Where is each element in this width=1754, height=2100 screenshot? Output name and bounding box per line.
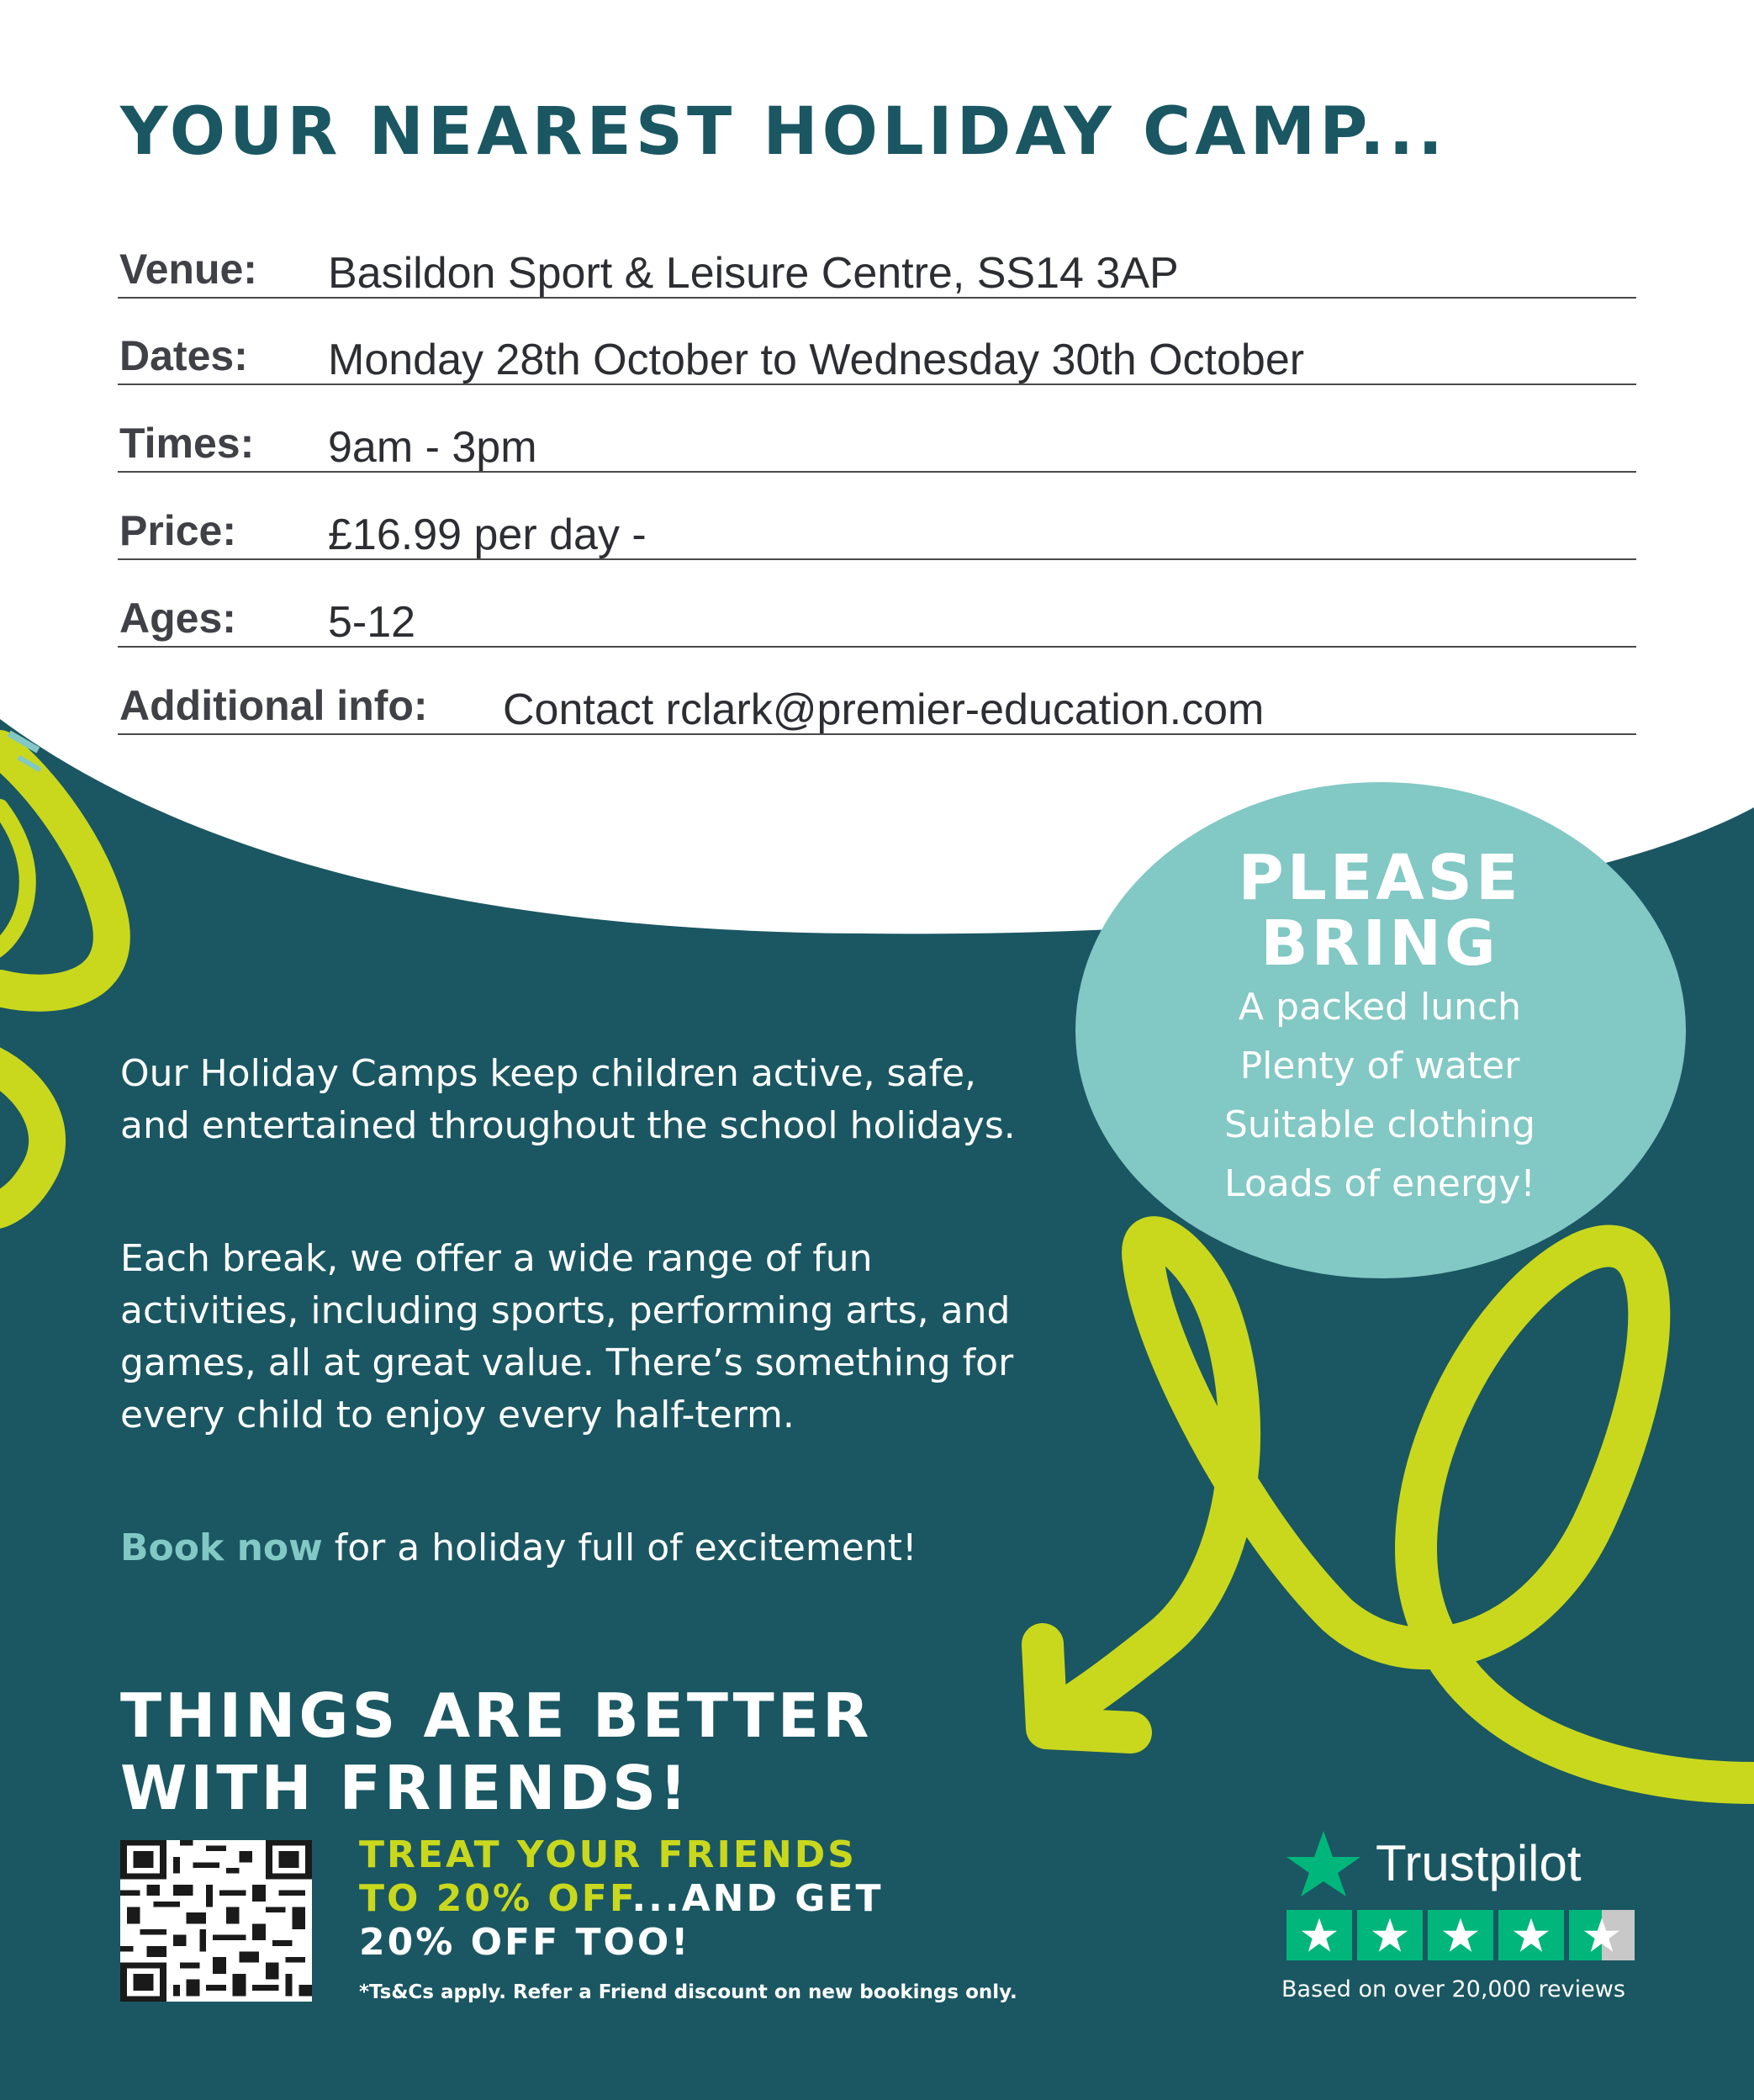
cta-paragraph: [120, 1522, 1045, 1574]
offer-line2-highlight: TO 20% OFF: [359, 1877, 632, 1920]
rating-star-icon: [1286, 1910, 1352, 1960]
friends-title-line2: WITH FRIENDS!: [120, 1753, 690, 1823]
please-bring-list: [1075, 978, 1685, 1214]
dates-label: Dates:: [119, 332, 248, 379]
venue-value: Basildon Sport & Leisure Centre, SS14 3AP: [328, 249, 1179, 298]
times-row: [118, 387, 1636, 473]
rating-star-half-icon: [1569, 1910, 1635, 1960]
please-bring-title-line1: PLEASE: [1238, 842, 1522, 914]
friends-title-line1: THINGS ARE BETTER: [120, 1680, 873, 1751]
list-item: Plenty of water: [1239, 1045, 1520, 1087]
additional-info-label: Additional info:: [119, 682, 428, 729]
terms-text: *Ts&Cs apply. Refer a Friend discount on new bookings only.: [359, 1981, 1017, 2003]
referral-offer: [359, 1833, 883, 1965]
trustpilot-star-icon: [1281, 1829, 1366, 1896]
ages-row: [118, 562, 1636, 648]
list-item: Suitable clothing: [1224, 1103, 1535, 1146]
list-item: Loads of energy!: [1224, 1162, 1535, 1205]
trustpilot-logo[interactable]: [1281, 1829, 1635, 1896]
description-paragraph-1: Our Holiday Camps keep children active, safe, and entertained throughout the school holidays.: [120, 1052, 1016, 1147]
dates-row: [118, 299, 1636, 385]
please-bring-title: [1075, 842, 1685, 980]
rating-star-icon: [1357, 1910, 1423, 1960]
qr-code-icon[interactable]: [120, 1840, 312, 2002]
price-row: [118, 474, 1636, 560]
friends-title: [120, 1679, 872, 1824]
rating-stars: [1286, 1910, 1635, 1960]
contact-email[interactable]: Contact rclark@premier-education.com: [503, 685, 1265, 734]
times-value: 9am - 3pm: [328, 423, 537, 472]
price-value: £16.99 per day -: [328, 510, 647, 559]
offer-line1: TREAT YOUR FRIENDS: [359, 1833, 857, 1876]
cta-text: for a holiday full of excitement!: [322, 1526, 917, 1569]
description-paragraph-2: Each break, we offer a wide range of fun activities, including sports, performing arts, and games, all at great value. There’s something for every child to enjoy every half-term.: [120, 1237, 1014, 1436]
trustpilot-brand: Trustpilot: [1376, 1835, 1582, 1891]
offer-line3: 20% OFF TOO!: [359, 1921, 691, 1964]
list-item: A packed lunch: [1238, 986, 1522, 1029]
trustpilot-reviews-text: Based on over 20,000 reviews: [1281, 1976, 1625, 2002]
rating-star-icon: [1498, 1910, 1564, 1960]
additional-info-row: [118, 649, 1636, 735]
please-bring-title-line2: BRING: [1260, 907, 1499, 980]
book-now-link[interactable]: Book now: [120, 1526, 323, 1569]
page-title: YOUR NEAREST HOLIDAY CAMP...: [120, 94, 1447, 170]
ages-label: Ages:: [119, 595, 236, 642]
venue-label: Venue:: [119, 246, 257, 293]
price-label: Price:: [119, 507, 236, 554]
dates-value: Monday 28th October to Wednesday 30th October: [328, 336, 1305, 384]
venue-row: [118, 213, 1636, 299]
times-label: Times:: [119, 420, 255, 467]
offer-line2-rest: ...AND GET: [631, 1877, 884, 1920]
rating-star-icon: [1428, 1910, 1493, 1960]
ages-value: 5-12: [328, 598, 416, 647]
